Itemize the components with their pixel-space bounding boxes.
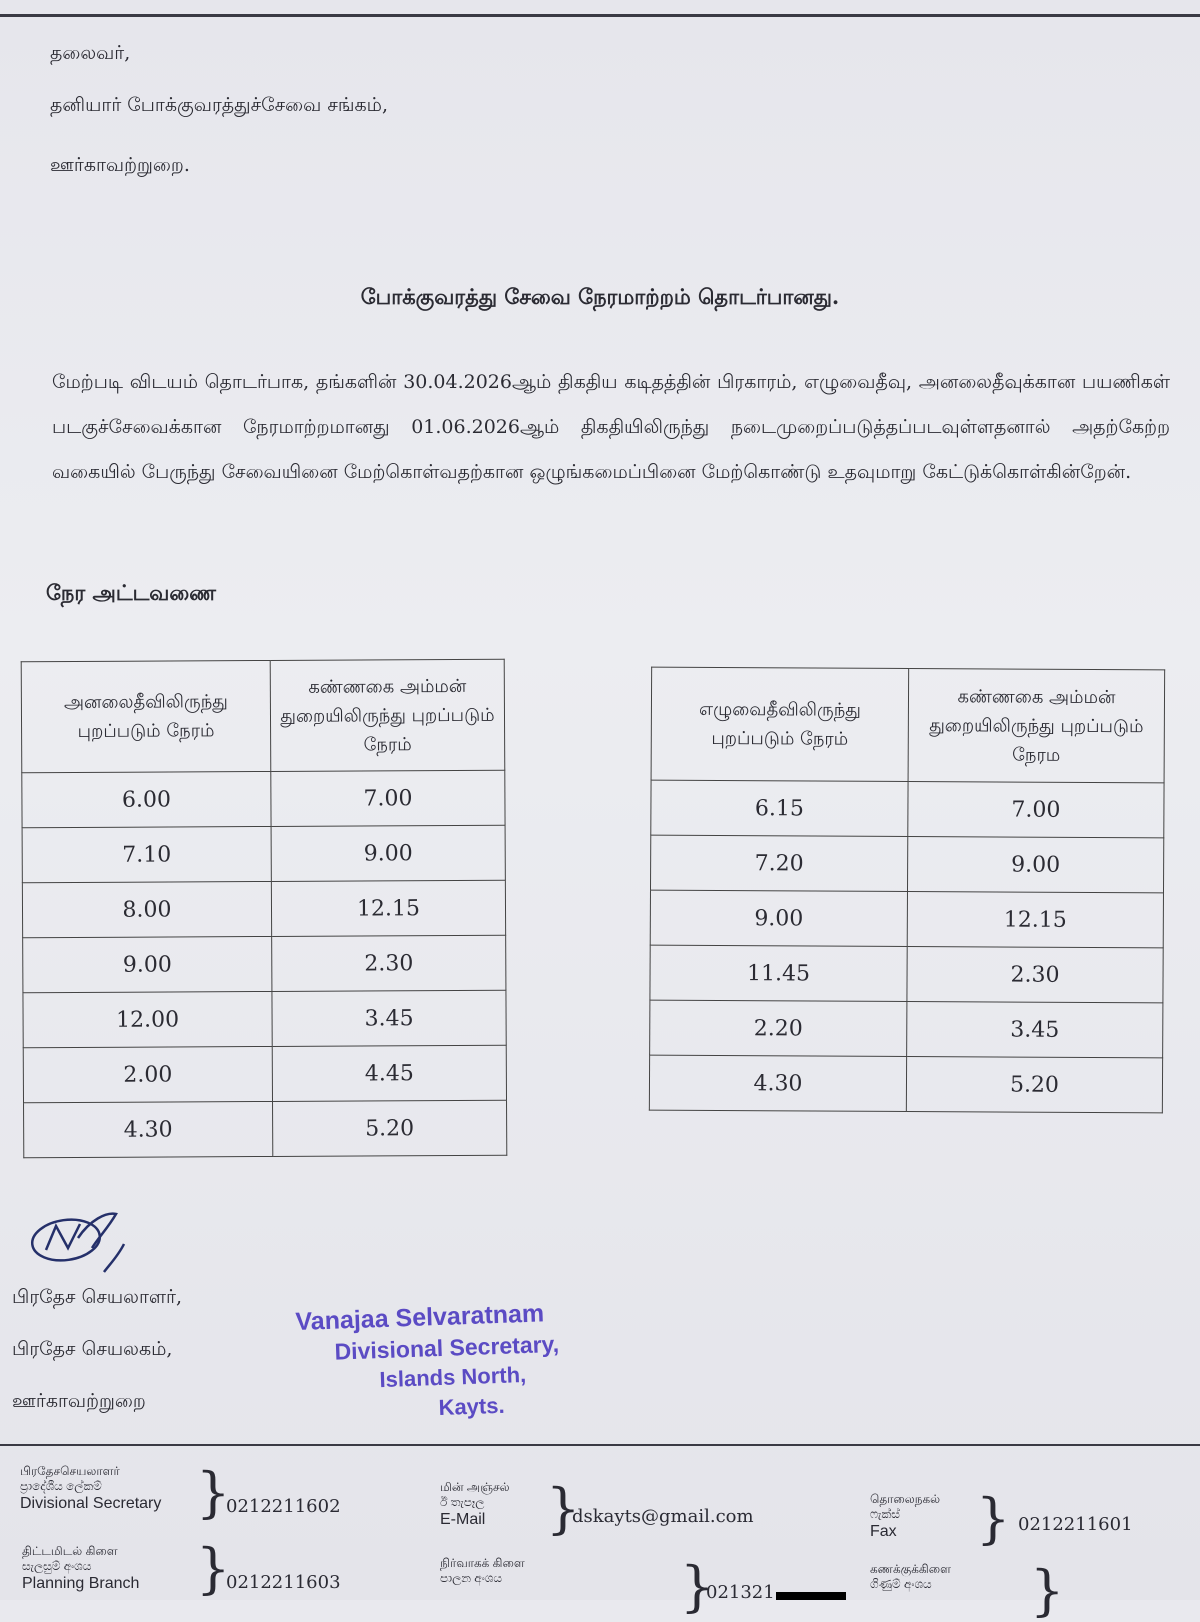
contact-planning-branch bbox=[22, 1544, 139, 1594]
table-cell: 2.00 bbox=[23, 1046, 272, 1102]
table-row bbox=[650, 1000, 1163, 1058]
fax-number: 0212211601 bbox=[1018, 1514, 1133, 1535]
table-cell: 7.20 bbox=[650, 835, 907, 891]
footer-rule bbox=[0, 1444, 1200, 1446]
contact-accounts-branch bbox=[870, 1562, 951, 1592]
table-row bbox=[650, 945, 1163, 1003]
table-cell: 9.00 bbox=[23, 936, 272, 992]
table-cell: 2.30 bbox=[272, 935, 506, 991]
table-row bbox=[22, 880, 505, 938]
timetable-eluvaitivu bbox=[649, 667, 1165, 1114]
contact-label-tamil: பிரதேசசெயலாளர் bbox=[20, 1464, 120, 1478]
table-cell: 9.00 bbox=[907, 837, 1163, 893]
table-cell: 2.20 bbox=[650, 1000, 907, 1056]
admin-branch-phone: 021321 bbox=[706, 1582, 775, 1603]
brace-divider: } bbox=[196, 1461, 231, 1524]
table-cell: 9.00 bbox=[650, 890, 907, 946]
table-cell: 5.20 bbox=[906, 1057, 1162, 1113]
table-cell: 11.45 bbox=[650, 945, 907, 1001]
table-row bbox=[650, 835, 1163, 893]
contact-label-tamil: கணக்குக்கிளை bbox=[870, 1562, 951, 1576]
table-row bbox=[651, 780, 1164, 838]
table-cell: 12.00 bbox=[23, 991, 272, 1047]
table-cell: 6.15 bbox=[651, 780, 908, 836]
table-cell: 7.00 bbox=[908, 782, 1164, 838]
table-cell: 12.15 bbox=[271, 880, 505, 936]
table-cell: 2.30 bbox=[907, 947, 1163, 1003]
table-cell: 3.45 bbox=[272, 990, 506, 1046]
table-row bbox=[650, 890, 1163, 948]
letter-body: மேற்படி விடயம் தொடர்பாக, தங்களின் 30.04.2026ஆம் திகதிய கடிதத்தின் பிரகாரம், எழுவைதீவு, அனலைதீவுக்கான பயணிகள் படகுச்சேவைக்கான நேரமாற்றமானது 01.06.2026ஆம் திகதியிலிருந்து நடைமுறைப்படுத்தப்படவுள்ளதனால் அதற்கேற்ற வகையில் பேருந்து சேவையினை மேற்கொள்வதற்கான ஒழுங்கமைப்பினை மேற்கொண்டு உதவுமாறு கேட்டுக்கொள்கின்றேன். bbox=[52, 371, 1170, 483]
signatory-title: பிரதேச செயலாளர், bbox=[12, 1286, 182, 1308]
contact-divisional-secretary bbox=[20, 1464, 161, 1514]
table-cell: 4.30 bbox=[24, 1101, 273, 1157]
email-address: dskayts@gmail.com bbox=[572, 1506, 754, 1527]
table-row bbox=[24, 1100, 507, 1158]
contact-label-english: E-Mail bbox=[440, 1511, 486, 1528]
brace-divider: } bbox=[680, 1555, 715, 1618]
recipient-location: ஊர்காவற்றுறை. bbox=[50, 154, 190, 176]
timetable-heading: நேர அட்டவணை bbox=[46, 580, 216, 605]
brace-divider: } bbox=[196, 1537, 231, 1600]
table-row bbox=[23, 990, 506, 1048]
letter-subject: போக்குவரத்து சேவை நேரமாற்றம் தொடர்பானது. bbox=[360, 284, 840, 309]
contact-label-tamil: தொலைநகல் bbox=[870, 1492, 941, 1506]
table-cell: 6.00 bbox=[22, 771, 271, 827]
contact-fax bbox=[870, 1492, 940, 1542]
recipient-title: தலைவர், bbox=[50, 42, 131, 64]
contact-label-sinhala: පාලන අංශය bbox=[440, 1571, 502, 1585]
brace-divider: } bbox=[976, 1487, 1011, 1550]
table-cell: 3.45 bbox=[907, 1002, 1163, 1058]
table-b-header-1: எழுவைதீவிலிருந்து புறப்படும் நேரம் bbox=[651, 667, 909, 781]
table-a-header-1: அனலைதீவிலிருந்து புறப்படும் நேரம் bbox=[21, 660, 271, 772]
contact-label-english: Divisional Secretary bbox=[20, 1495, 162, 1512]
table-row bbox=[22, 825, 505, 883]
contact-label-tamil: மின் அஞ்சல் bbox=[440, 1480, 510, 1494]
contact-label-tamil: திட்டமிடல் கிளை bbox=[22, 1544, 118, 1558]
table-cell: 7.00 bbox=[271, 770, 505, 826]
table-b-header-2: கண்ணகை அம்மன் துறையிலிருந்து புறப்படும் நேரம bbox=[908, 669, 1165, 783]
table-cell: 4.45 bbox=[272, 1045, 506, 1101]
stamp-town: Kayts. bbox=[438, 1392, 506, 1421]
contact-label-sinhala: සැලසුම් අංශය bbox=[22, 1559, 92, 1573]
table-cell: 5.20 bbox=[273, 1100, 507, 1156]
stamp-division: Islands North, bbox=[379, 1361, 527, 1393]
table-a-header-2: கண்ணகை அம்மன் துறையிலிருந்து புறப்படும் நேரம் bbox=[270, 659, 505, 771]
contact-admin-branch bbox=[440, 1556, 525, 1586]
contact-label-sinhala: ප්‍රාදේශීය ලේකම් bbox=[20, 1479, 102, 1493]
timetable-analaitivu bbox=[21, 659, 508, 1159]
table-cell: 4.30 bbox=[649, 1055, 906, 1111]
table-row bbox=[23, 1045, 506, 1103]
top-rule bbox=[0, 14, 1200, 17]
signatory-location: ஊர்காவற்றுறை bbox=[12, 1390, 146, 1412]
planning-branch-phone: 0212211603 bbox=[226, 1572, 341, 1593]
divisional-secretary-phone: 0212211602 bbox=[226, 1496, 341, 1517]
stamp-name: Vanajaa Selvaratnam bbox=[295, 1299, 545, 1336]
contact-email bbox=[440, 1480, 510, 1530]
brace-divider: } bbox=[1030, 1559, 1065, 1622]
handwritten-signature-icon bbox=[28, 1208, 138, 1278]
table-row bbox=[649, 1055, 1162, 1113]
table-row bbox=[22, 770, 505, 828]
contact-label-sinhala: ෆැක්ස් bbox=[870, 1507, 900, 1521]
contact-label-english: Planning Branch bbox=[22, 1575, 140, 1592]
contact-label-english: Fax bbox=[870, 1523, 897, 1540]
contact-label-sinhala: ගිණුම් අංශය bbox=[870, 1577, 932, 1591]
brace-divider: } bbox=[546, 1477, 581, 1540]
table-cell: 8.00 bbox=[22, 881, 271, 937]
redaction-bar bbox=[776, 1592, 846, 1600]
contact-label-tamil: நிர்வாகக் கிளை bbox=[440, 1556, 525, 1570]
table-cell: 12.15 bbox=[907, 892, 1163, 948]
table-cell: 9.00 bbox=[271, 825, 505, 881]
table-row bbox=[23, 935, 506, 993]
table-cell: 7.10 bbox=[22, 826, 271, 882]
signatory-office: பிரதேச செயலகம், bbox=[12, 1338, 173, 1360]
stamp-designation: Divisional Secretary, bbox=[334, 1330, 560, 1365]
contact-label-sinhala: ඊ තැපෑල bbox=[440, 1495, 485, 1509]
recipient-organization: தனியார் போக்குவரத்துச்சேவை சங்கம், bbox=[50, 94, 389, 116]
